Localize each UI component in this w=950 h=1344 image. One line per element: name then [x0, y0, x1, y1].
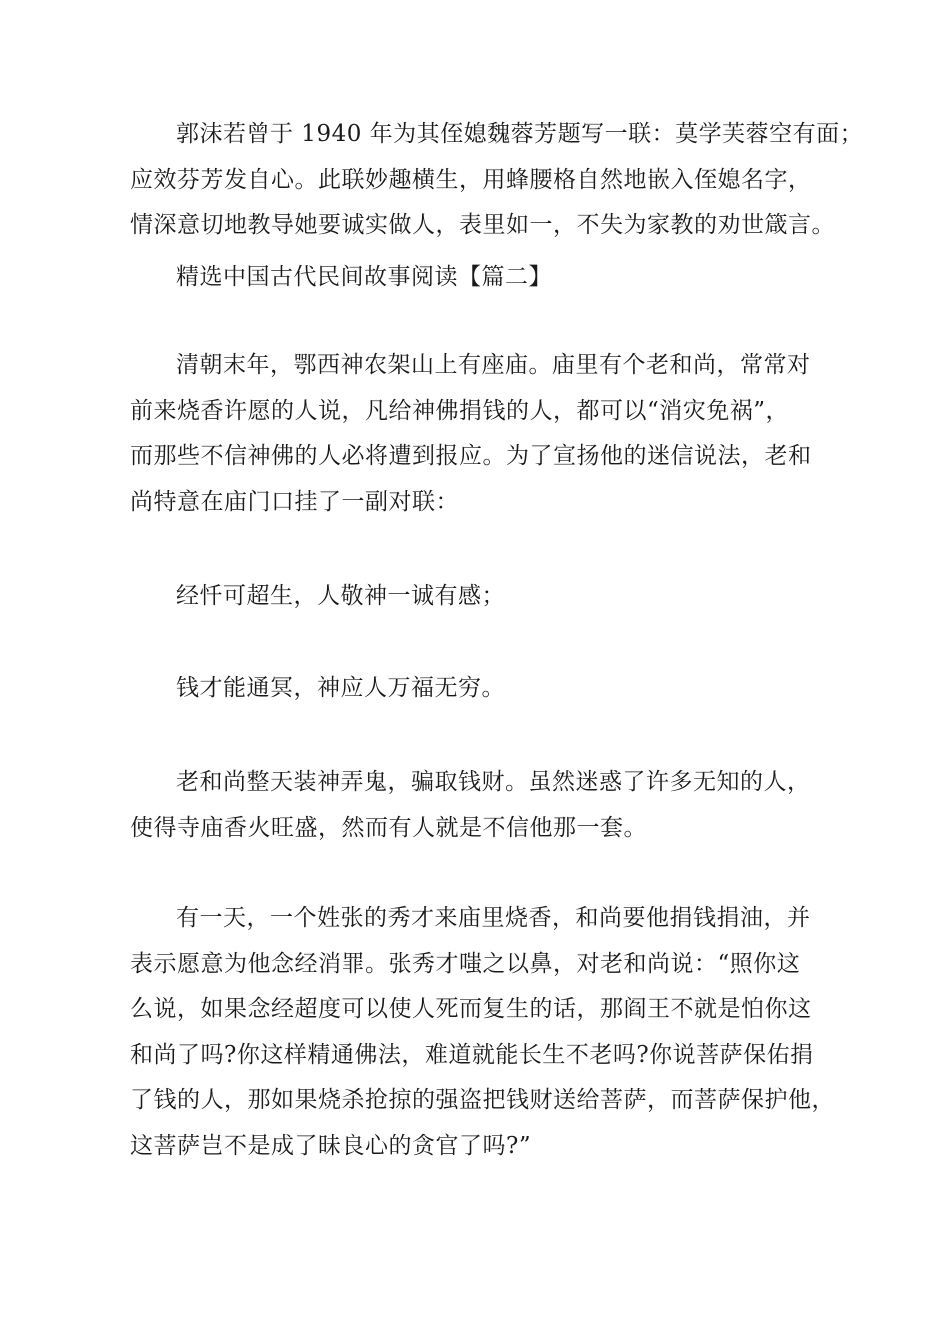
- text-line: 钱才能通冥，神应人万福无穷。: [176, 675, 505, 701]
- text-line: 么说，如果念经超度可以使人死而复生的话，那阎王不就是怕你这: [130, 996, 812, 1022]
- text-line: 情深意切地教导她要诚实做人，表里如一，不失为家教的劝世箴言。: [130, 212, 835, 238]
- text-line: 清朝末年，鄂西神农架山上有座庙。庙里有个老和尚，常常对: [176, 352, 811, 378]
- text-line: 使得寺庙香火旺盛，然而有人就是不信他那一套。: [130, 814, 647, 841]
- text-line: 老和尚整天装神弄鬼，骗取钱财。虽然迷惑了许多无知的人，: [176, 769, 811, 795]
- text-line: 前来烧香许愿的人说，凡给神佛捐钱的人，都可以“消灾免祸”，: [130, 397, 790, 424]
- section-heading: [130, 255, 830, 301]
- couplet-line-lower: [130, 666, 830, 712]
- text-line: 经忏可超生，人敬神一诚有感；: [176, 583, 505, 609]
- text-line: 而那些不信神佛的人必将遭到报应。为了宣扬他的迷信说法，老和: [130, 443, 812, 469]
- text-line: 郭沫若曾于 1940 年为其侄媳魏蓉芳题写一联：莫学芙蓉空有面；: [176, 121, 864, 147]
- text-line: 这菩萨岂不是成了昧良心的贪官了吗?”: [130, 1132, 532, 1159]
- couplet-line-upper: [130, 574, 830, 620]
- text-line: 和尚了吗?你这样精通佛法，难道就能长生不老吗?你说菩萨保佑捐: [130, 1041, 814, 1068]
- text-line: 有一天，一个姓张的秀才来庙里烧香，和尚要他捐钱捐油，并: [176, 905, 811, 931]
- paragraph-monk-deception: [130, 760, 830, 851]
- paragraph-scholar-zhang: [130, 896, 835, 1169]
- paragraph-guo-moruo-couplet: [130, 112, 864, 249]
- text-line: 尚特意在庙门口挂了一副对联：: [130, 488, 459, 515]
- text-line: 应效芬芳发自心。此联妙趣横生，用蜂腰格自然地嵌入侄媳名字，: [130, 166, 812, 193]
- text-line: 了钱的人，那如果烧杀抢掠的强盗把钱财送给菩萨，而菩萨保护他，: [130, 1087, 835, 1113]
- text-line: 表示愿意为他念经消罪。张秀才嗤之以鼻，对老和尚说：“照你这: [130, 950, 801, 977]
- heading-text: 精选中国古代民间故事阅读【篇二】: [176, 264, 552, 290]
- paragraph-temple-intro: [130, 343, 830, 525]
